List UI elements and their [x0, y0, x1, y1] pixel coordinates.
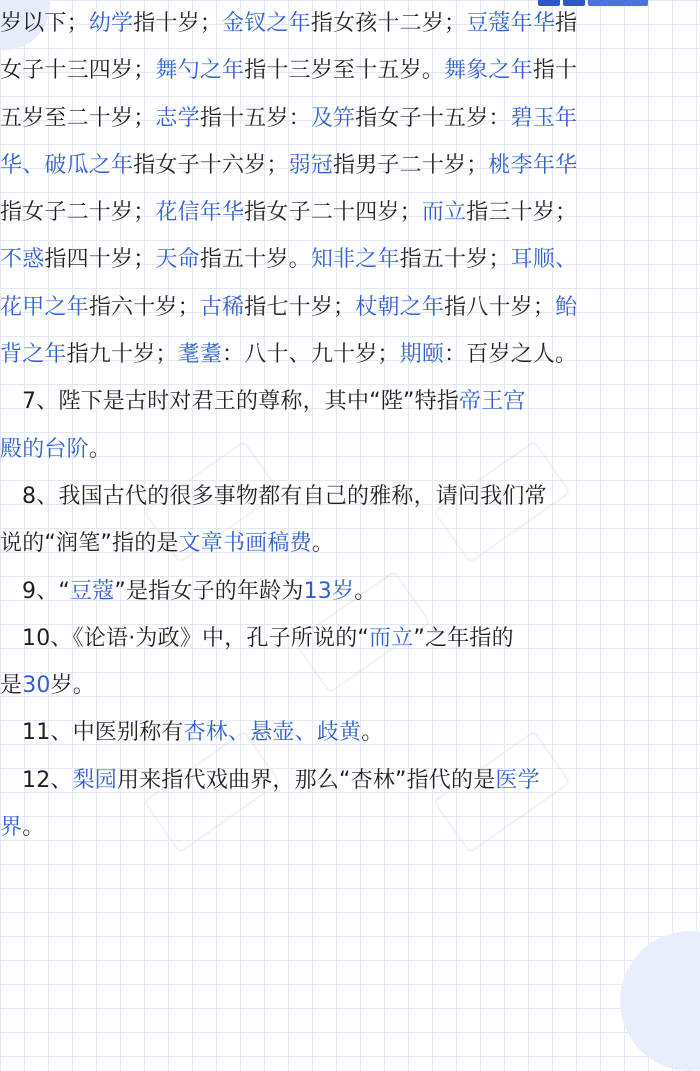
text-segment: 8、我国古代的很多事物都有自己的雅称，请问我们常 [22, 483, 547, 509]
highlighted-term: 舞勺之年 [155, 58, 245, 84]
text-line [0, 142, 700, 189]
text-line [0, 378, 700, 425]
text-segment: 岁以下； [0, 11, 89, 36]
text-segment: 。 [361, 720, 384, 746]
text-line [0, 189, 700, 236]
highlighted-term: 天命 [155, 247, 200, 273]
highlighted-term: 古稀 [199, 294, 245, 320]
text-segment: 指四十岁； [44, 247, 156, 273]
highlighted-term: 碧玉年 [510, 105, 578, 131]
highlighted-term: 金钗之年 [222, 11, 311, 36]
text-segment: 指三十岁； [466, 200, 578, 226]
text-segment: 女子十三四岁； [0, 58, 156, 84]
text-segment: ”之年指的 [413, 625, 514, 651]
highlighted-term: 梨园 [72, 767, 118, 793]
text-segment: 。 [354, 578, 377, 604]
text-segment: 指十五岁： [199, 105, 311, 131]
text-segment: 指九十岁； [66, 342, 178, 368]
highlighted-term: 弱冠 [288, 152, 334, 178]
text-segment: 是 [0, 673, 23, 699]
text-segment: 指 [555, 11, 578, 36]
text-segment: 。 [88, 436, 112, 462]
text-line [0, 426, 700, 473]
highlighted-term: 杏林、悬壶、歧黄 [183, 720, 362, 746]
highlighted-term: 耄耋 [177, 342, 223, 368]
text-segment: 指男子二十岁； [333, 152, 489, 178]
text-segment: 岁。 [50, 673, 96, 699]
text-line [0, 284, 700, 331]
text-line [0, 520, 700, 567]
highlighted-term: 豆蔻年华 [466, 11, 556, 36]
highlighted-term: 鲐 [555, 294, 578, 320]
highlighted-term: 知非之年 [310, 247, 400, 273]
text-segment: 10、《论语·为政》中，孔子所说的“ [22, 625, 369, 651]
text-line [0, 615, 700, 662]
text-segment: 。 [22, 815, 45, 841]
text-line [0, 709, 700, 756]
highlighted-term: 而立 [369, 625, 414, 651]
text-segment: 指五十岁。 [199, 247, 311, 273]
text-line [0, 0, 700, 47]
text-line [0, 331, 700, 378]
text-segment: 说的“润笔”指的是 [0, 531, 179, 557]
highlighted-term: 及笄 [310, 105, 356, 131]
highlighted-term: 花信年华 [155, 200, 245, 226]
text-segment: 。 [311, 531, 335, 557]
text-segment: 指七十岁； [244, 294, 356, 320]
text-line [0, 95, 700, 142]
highlighted-term: 豆蔻 [70, 578, 115, 604]
highlighted-term: 背之年 [0, 342, 67, 368]
text-segment: 指六十岁； [88, 294, 200, 320]
highlighted-term: 而立 [421, 200, 467, 226]
highlighted-term: 耳顺、 [510, 247, 578, 273]
text-line [0, 804, 700, 851]
text-segment: 指八十岁； [444, 294, 556, 320]
highlighted-term: 期颐 [399, 342, 445, 368]
text-segment: ”是指女子的年龄为 [114, 578, 304, 604]
text-segment: 指十三岁至十五岁。 [244, 58, 445, 84]
highlighted-term: 华、破瓜之年 [0, 152, 134, 178]
highlighted-term: 医学 [495, 767, 540, 793]
text-segment: 指女子二十岁； [0, 200, 156, 226]
highlighted-term: 舞象之年 [444, 58, 533, 84]
text-segment: 12、 [22, 767, 73, 793]
text-segment: 指五十岁； [399, 247, 511, 273]
corner-decoration [620, 931, 700, 1071]
text-segment: 7、陛下是古时对君王的尊称，其中“陛”特指 [22, 389, 459, 415]
highlighted-term: 13岁 [303, 578, 355, 604]
highlighted-term: 杖朝之年 [355, 294, 445, 320]
text-line [0, 568, 700, 615]
text-segment: 指十 [532, 58, 578, 84]
text-segment: ：八十、九十岁； [222, 342, 400, 368]
text-segment: 用来指代戏曲界，那么“杏林”指代的是 [117, 767, 496, 793]
highlighted-term: 界 [0, 815, 23, 841]
text-segment: 指女子十五岁： [355, 105, 511, 131]
highlighted-term: 幼学 [88, 11, 134, 36]
text-segment: 五岁至二十岁； [0, 105, 156, 131]
highlighted-term: 文章书画稿费 [178, 531, 312, 557]
text-segment: 11、中医别称有 [22, 720, 184, 746]
text-line [0, 662, 700, 709]
text-segment: 指女孩十二岁； [310, 11, 467, 36]
text-line [0, 473, 700, 520]
highlighted-term: 殿的台阶 [0, 436, 89, 462]
highlighted-term: 不惑 [0, 247, 45, 273]
text-line [0, 47, 700, 94]
text-segment: 指十岁； [133, 11, 223, 36]
highlighted-term: 桃李年华 [488, 152, 578, 178]
text-line [0, 236, 700, 283]
highlighted-term: 志学 [155, 105, 200, 131]
text-segment: 指女子二十四岁； [244, 200, 422, 226]
text-segment: ：百岁之人。 [444, 342, 578, 368]
text-line [0, 757, 700, 804]
highlighted-term: 帝王宫 [459, 389, 526, 415]
text-segment: 指女子十六岁； [133, 152, 289, 178]
highlighted-term: 30 [22, 673, 51, 699]
text-segment: 9、“ [22, 578, 70, 604]
highlighted-term: 花甲之年 [0, 294, 89, 320]
